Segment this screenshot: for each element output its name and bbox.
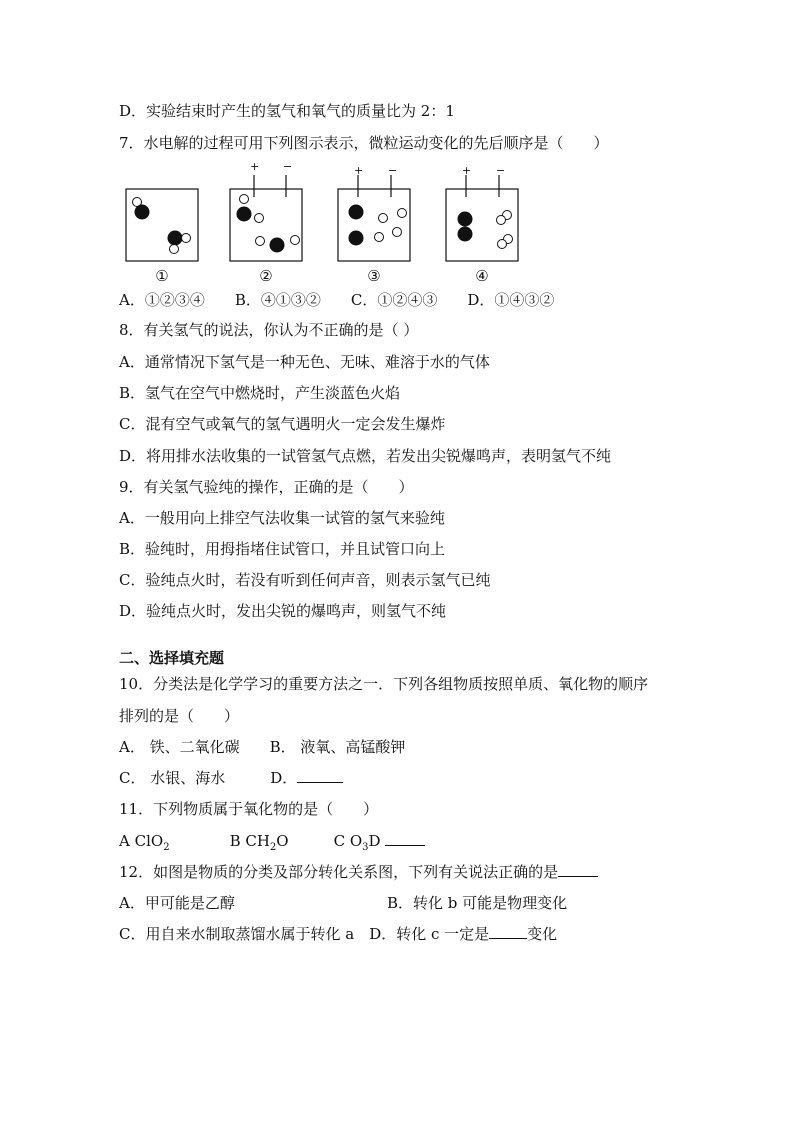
blank-q12	[558, 862, 598, 877]
option-c-q11: O C O	[276, 832, 363, 850]
option-b-q11: B CH	[169, 832, 270, 850]
diagram-label-3: ③	[367, 267, 381, 285]
option-d-q9: D．验纯点火时，发出尖锐的爆鸣声，则氢气不纯	[119, 602, 447, 620]
question-12-text: 12．如图是物质的分类及部分转化关系图，下列有关说法正确的是	[119, 863, 559, 881]
plus-sign-4: +	[462, 164, 472, 177]
blank-q11	[385, 831, 425, 846]
option-a-q8: A．通常情况下氢气是一种无色、无味、难溶于水的气体	[119, 353, 490, 371]
question-12	[119, 862, 598, 882]
option-a-q11: A ClO	[119, 832, 164, 850]
option-b-q8: B．氢气在空气中燃烧时，产生淡蓝色火焰	[119, 384, 401, 402]
options-cd-q12	[119, 924, 557, 944]
options-cd-q12-end: 变化	[527, 925, 558, 943]
option-cd-q10-text: C． 水银、海水 D．	[119, 769, 298, 787]
molecules-3	[349, 205, 407, 246]
molecules-1	[133, 198, 191, 254]
option-d-q8: D．将用排水法收集的一试管氢气点燃，若发出尖锐爆鸣声，表明氢气不纯	[119, 447, 612, 465]
question-7-options: A．①②③④ B．④①③② C．①②④③ D．①④③②	[119, 291, 555, 309]
question-7: 7．水电解的过程可用下列图示表示，微粒运动变化的先后顺序是（ ）	[119, 134, 609, 152]
option-b-q12: B．转化 b 可能是物理变化	[387, 894, 568, 912]
option-c-q8: C．混有空气或氧气的氢气遇明火一定会发生爆炸	[119, 415, 446, 433]
minus-sign-3: −	[388, 164, 398, 177]
diagram-label-4: ④	[475, 267, 489, 285]
question-10-cont: 排列的是（ ）	[119, 707, 240, 725]
question-8: 8．有关氢气的说法，你认为不正确的是（ ）	[119, 321, 419, 339]
plus-sign-3: +	[354, 164, 364, 177]
diagram-box-3	[338, 189, 410, 261]
option-b-q9: B．验纯时，用拇指堵住试管口，并且试管口向上	[119, 540, 446, 558]
blank-q12-d	[489, 924, 527, 939]
option-d-q6: D．实验结束时产生的氢气和氧气的质量比为 2：1	[119, 102, 455, 120]
molecules-4	[458, 211, 513, 249]
option-ab-q10: A． 铁、二氧化碳 B． 液氧、高锰酸钾	[119, 738, 406, 756]
question-11: 11．下列物质属于氧化物的是（ ）	[119, 800, 379, 818]
diagram-box-4	[446, 189, 518, 261]
option-cd-q10	[119, 768, 343, 788]
section-heading: 二、选择填充题	[119, 649, 225, 667]
option-a-q12: A．甲可能是乙醇	[119, 894, 235, 912]
options-cd-q12-text: C．用自来水制取蒸馏水属于转化 a D．转化 c 一定是	[119, 925, 490, 943]
molecules-2	[237, 195, 300, 253]
electrolysis-diagrams	[118, 157, 538, 287]
blank-q10	[297, 768, 343, 783]
question-10: 10．分类法是化学学习的重要方法之一．下列各组物质按照单质、氧化物的顺序	[119, 675, 649, 693]
minus-sign-4: −	[496, 164, 506, 177]
options-q11	[119, 831, 425, 858]
diagram-label-2: ②	[259, 267, 273, 285]
subscript-2-b: 2	[269, 842, 277, 853]
minus-sign-2: −	[283, 160, 293, 173]
option-d-q11: D	[368, 832, 381, 850]
option-c-q9: C．验纯点火时，若没有听到任何声音，则表示氢气已纯	[119, 571, 491, 589]
plus-sign-2: +	[250, 160, 260, 173]
diagram-label-1: ①	[155, 267, 169, 285]
question-9: 9．有关氢气验纯的操作，正确的是（ ）	[119, 478, 414, 496]
subscript-3: 3	[362, 842, 369, 853]
subscript-2-a: 2	[163, 842, 170, 853]
option-a-q9: A．一般用向上排空气法收集一试管的氢气来验纯	[119, 509, 445, 527]
